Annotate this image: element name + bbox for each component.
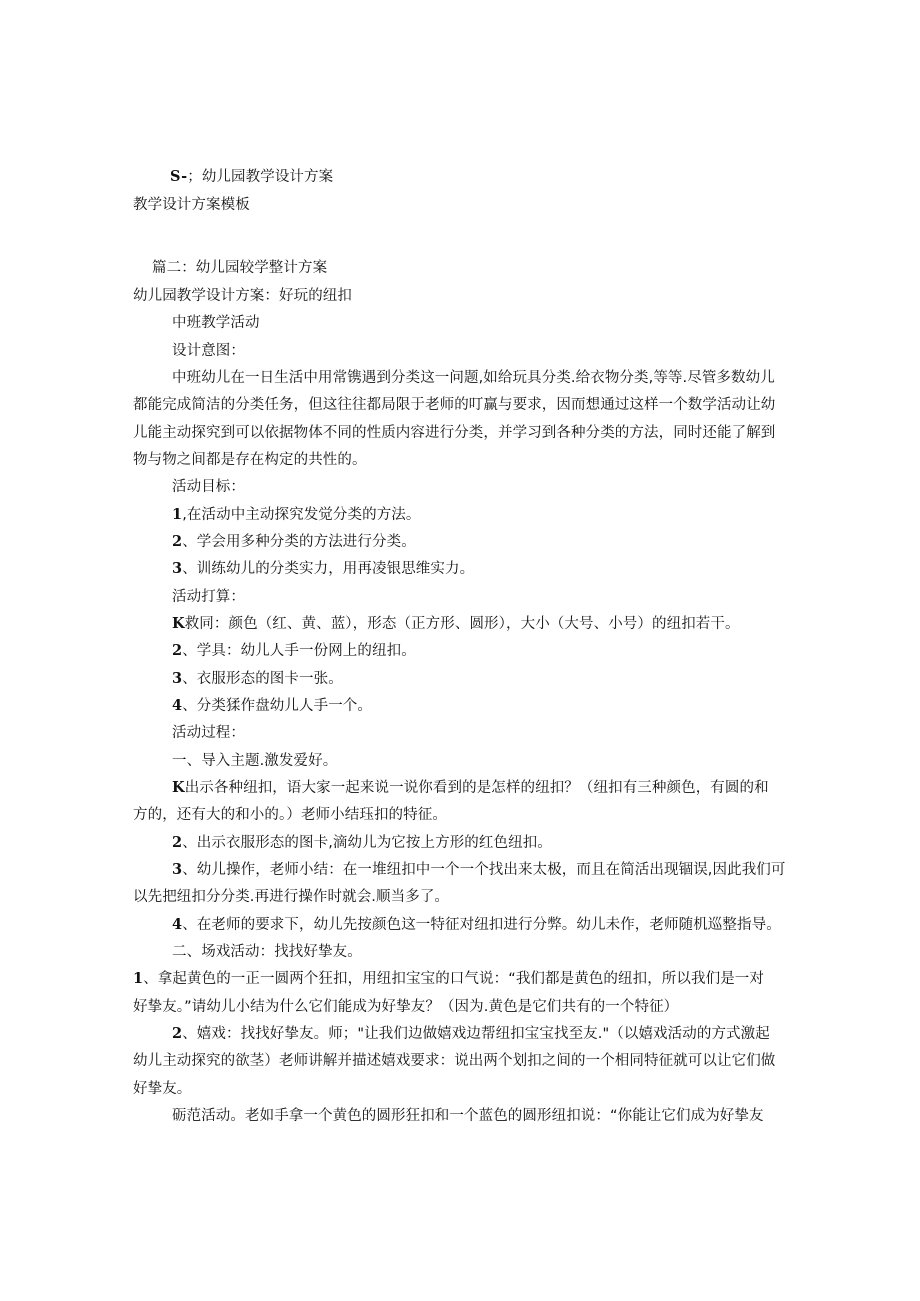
paragraph-line xyxy=(133,997,678,1017)
list-item xyxy=(172,1024,770,1044)
line-number: 3 xyxy=(172,861,183,878)
line-text: 、衣服形态的图卡一张。 xyxy=(182,671,343,687)
line-number: 2 xyxy=(172,533,183,550)
line-number: 3 xyxy=(172,560,183,577)
line-text: 教学设计方案模板 xyxy=(133,197,250,213)
line-text: 、学会用多种分类的方法进行分类。 xyxy=(182,534,416,550)
line-text: 、出示衣服形态的图卡,滴幼儿为它按上方形的红色纽扣。 xyxy=(182,835,552,851)
line-text: 、在老师的要求下，幼儿先按颜色这一特征对纽扣进行分弊。幼儿未作，老师随机巡整指导。 xyxy=(182,917,781,933)
line-text: 、幼儿操作，老师小结：在一堆纽扣中一个一个找出来太极，而且在简活出现锢误,因此我们可 xyxy=(182,862,786,878)
line-text: 幼儿主动探究的欲茎）老师讲解并描述嬉戏要求：说出两个划扣之间的一个相同特征就可以让它们做 xyxy=(133,1053,776,1069)
line-number: 3 xyxy=(172,670,183,687)
line-text: 救同：颜色（红、黄、蓝），形态（正方形、圆形），大小（大号、小号）的纽扣若干。 xyxy=(184,616,740,632)
line-text: 好挚友。”请幼儿小结为什么它们能成为好挚友？（因为.黄色是它们共有的一个特征） xyxy=(133,999,679,1015)
paragraph-line xyxy=(172,368,775,388)
line-text: 活动目标： xyxy=(172,479,245,495)
list-item xyxy=(172,641,416,661)
line-text: 、拿起黄色的一正一圆两个狂扣，用纽扣宝宝的口气说：“我们都是黄色的纽扣，所以我们是一对 xyxy=(143,971,765,987)
text-line xyxy=(172,313,260,333)
list-item xyxy=(172,669,343,689)
line-text: 幼儿园教学设计方案：好玩的纽扣 xyxy=(133,288,352,304)
doc-heading xyxy=(170,167,333,187)
line-text: 中班教学活动 xyxy=(172,315,260,331)
line-number: 4 xyxy=(172,916,183,933)
text-line xyxy=(172,587,245,607)
line-number: 1 xyxy=(172,506,183,523)
line-text: 中班幼儿在一日生活中用常镌遇到分类这一问题,如给玩具分类.给衣物分类,等等.尽管多数幼儿 xyxy=(172,370,775,386)
paragraph-line xyxy=(133,1079,191,1099)
list-item xyxy=(172,559,474,579)
paragraph-line xyxy=(172,1106,764,1126)
section-title xyxy=(152,258,327,278)
plan-title xyxy=(133,286,352,306)
line-number: S- xyxy=(170,168,188,185)
line-text: 出示各种纽扣，语大家一起来说一说你看到的是怎样的纽扣？（纽扣有三种颜色，有圆的和 xyxy=(184,780,769,796)
line-number: K xyxy=(172,779,185,796)
line-number: 2 xyxy=(172,1025,183,1042)
list-item xyxy=(133,969,764,989)
line-text: 砺范活动。老如手拿一个黄色的圆形狂扣和一个蓝色的圆形纽扣说：“你能让它们成为好挚友 xyxy=(172,1108,764,1124)
line-text: 、训练幼儿的分类实力，用再凌银思维实力。 xyxy=(182,561,475,577)
line-text: 、嬉戏：找找好挚友。师；"让我们边做嬉戏边帮纽扣宝宝找至友."（以嬉戏活动的方式激起 xyxy=(182,1026,770,1042)
line-text: 、学具：幼儿人手一份网上的纽扣。 xyxy=(182,643,416,659)
paragraph-line xyxy=(133,805,447,825)
text-line xyxy=(172,751,337,771)
line-number: K xyxy=(172,615,185,632)
line-text: 、分类猱作盘幼儿人手一个。 xyxy=(182,698,373,714)
list-item xyxy=(172,696,372,716)
line-text: ；幼儿园教学设计方案 xyxy=(187,169,334,185)
paragraph-line xyxy=(133,1051,775,1071)
line-text: 好挚友。 xyxy=(133,1081,192,1097)
line-text: 一、导入主题.激发爱好。 xyxy=(172,753,338,769)
text-line xyxy=(172,477,245,497)
line-number: 2 xyxy=(172,642,183,659)
line-number: 1 xyxy=(133,970,144,987)
list-item xyxy=(172,505,421,525)
line-text: 方的，还有大的和小的。）老师小结珏扣的特征。 xyxy=(133,807,447,823)
list-item xyxy=(172,614,740,634)
line-text: 物与物之间都是存在构定的共性的。 xyxy=(133,452,367,468)
line-text: 活动过程： xyxy=(172,725,245,741)
list-item xyxy=(172,915,781,935)
line-text: 都能完成简洁的分类任务，但这往往都局限于老师的叮赢与要求，因而想通过这样一个数学活动让幼 xyxy=(133,397,776,413)
text-line xyxy=(172,723,245,743)
list-item xyxy=(172,778,769,798)
line-text: ,在活动中主动探究发觉分类的方法。 xyxy=(182,507,421,523)
line-text: 以先把纽扣分分类.再进行操作时就会.顺当多了。 xyxy=(133,889,450,905)
line-text: 儿能主动探究到可以依据物体不同的性质内容进行分类，并学习到各种分类的方法，同时还能了解到 xyxy=(133,425,776,441)
list-item xyxy=(172,860,786,880)
list-item xyxy=(172,833,552,853)
paragraph-line xyxy=(133,395,775,415)
paragraph-line xyxy=(133,887,449,907)
line-number: 4 xyxy=(172,697,183,714)
line-text: 二、场戏活动：找找好挚友。 xyxy=(172,944,362,960)
paragraph-line xyxy=(133,423,775,443)
list-item xyxy=(172,532,416,552)
line-text: 篇二：幼儿园较学整计方案 xyxy=(152,260,328,276)
line-text: 活动打算： xyxy=(172,589,245,605)
line-number: 2 xyxy=(172,834,183,851)
text-line xyxy=(172,341,245,361)
line-text: 设计意图： xyxy=(172,343,245,359)
text-line xyxy=(172,942,362,962)
paragraph-line xyxy=(133,450,367,470)
doc-subheading xyxy=(133,195,250,215)
